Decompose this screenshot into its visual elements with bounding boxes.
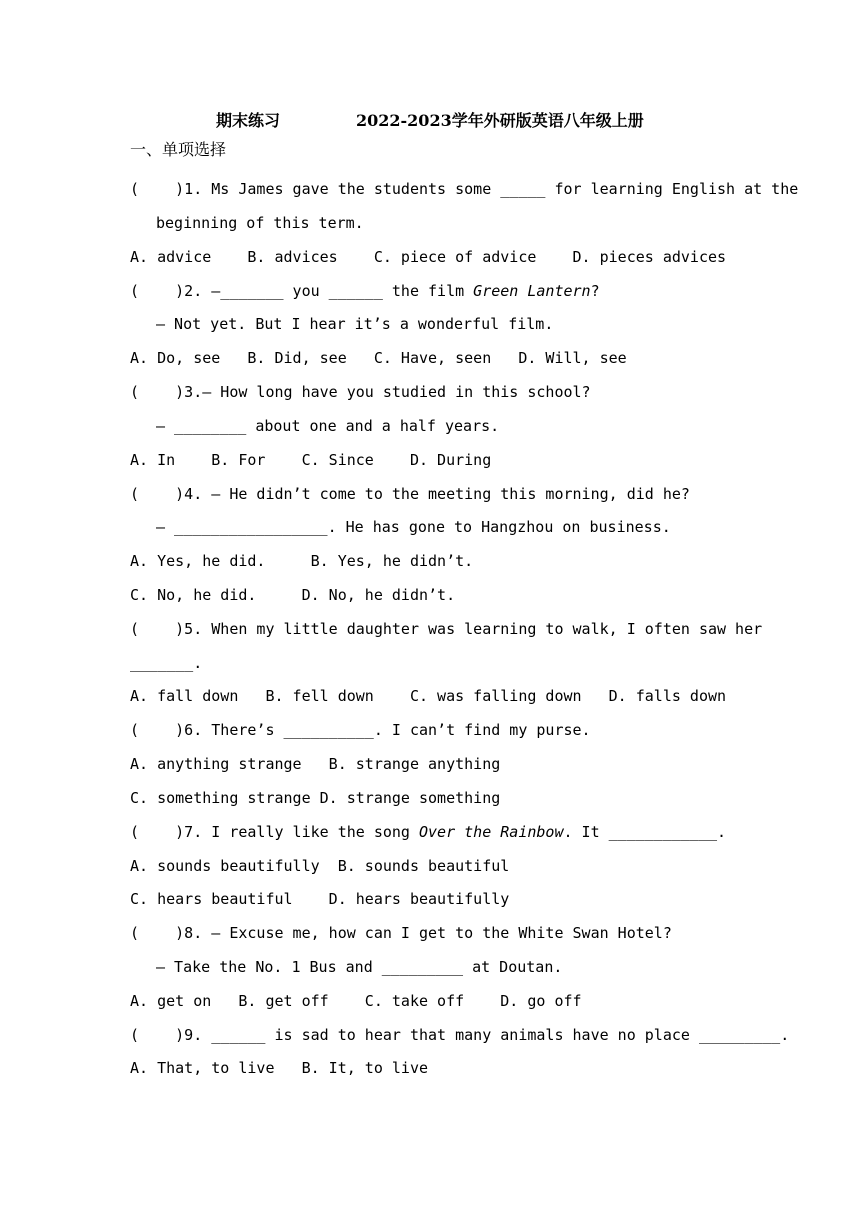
- question-4-options-2: C. No, he did. D. No, he didn’t.: [130, 586, 456, 604]
- question-2-reply: — Not yet. But I hear it’s a wonderful film.: [156, 315, 554, 333]
- question-2-stem-end: ?: [590, 282, 600, 300]
- question-2-stem-text: ( )2. —_______ you ______ the film: [130, 282, 474, 300]
- question-4-stem: ( )4. — He didn’t come to the meeting this morning, did he?: [130, 485, 690, 503]
- question-3-options: A. In B. For C. Since D. During: [130, 451, 492, 469]
- question-6-options-2: C. something strange D. strange something: [130, 789, 501, 807]
- question-6-stem: ( )6. There’s __________. I can’t find my purse.: [130, 721, 591, 739]
- document-title-right: 2022-2023学年外研版英语八年级上册: [356, 111, 644, 130]
- question-9-stem: ( )9. ______ is sad to hear that many animals have no place _________.: [130, 1026, 790, 1044]
- question-7-stem-end: . It ____________.: [563, 823, 727, 841]
- question-2-film-title: Green Lantern: [473, 282, 591, 300]
- question-5-stem-cont: _______.: [130, 654, 203, 672]
- question-5-options: A. fall down B. fell down C. was falling down D. falls down: [130, 687, 727, 705]
- question-1-options: A. advice B. advices C. piece of advice D. pieces advices: [130, 248, 727, 266]
- question-1-stem: ( )1. Ms James gave the students some _____ for learning English at the: [130, 180, 799, 198]
- question-4-reply: — _________________. He has gone to Hangzhou on business.: [156, 518, 671, 536]
- question-6-options: A. anything strange B. strange anything: [130, 755, 501, 773]
- question-8-options: A. get on B. get off C. take off D. go off: [130, 992, 582, 1010]
- section-title: 一、单项选择: [130, 140, 227, 159]
- question-3-reply: — ________ about one and a half years.: [156, 417, 500, 435]
- question-7-options: A. sounds beautifully B. sounds beautiful: [130, 857, 510, 875]
- question-3-stem: ( )3.— How long have you studied in this school?: [130, 383, 591, 401]
- question-7-stem: [130, 823, 726, 841]
- question-7-options-2: C. hears beautiful D. hears beautifully: [130, 890, 510, 908]
- question-7-song-title: Over the Rainbow: [418, 823, 564, 841]
- question-8-reply: — Take the No. 1 Bus and _________ at Doutan.: [156, 958, 563, 976]
- question-9-options: A. That, to live B. It, to live: [130, 1059, 429, 1077]
- question-4-options: A. Yes, he did. B. Yes, he didn’t.: [130, 552, 474, 570]
- question-8-stem: ( )8. — Excuse me, how can I get to the White Swan Hotel?: [130, 924, 672, 942]
- question-1-stem-cont: beginning of this term.: [156, 214, 364, 232]
- question-5-stem: ( )5. When my little daughter was learning to walk, I often saw her: [130, 620, 763, 638]
- question-2-options: A. Do, see B. Did, see C. Have, seen D. Will, see: [130, 349, 627, 367]
- question-2-stem: [130, 282, 600, 300]
- document-title-left: 期末练习: [216, 111, 281, 130]
- question-7-stem-text: ( )7. I really like the song: [130, 823, 419, 841]
